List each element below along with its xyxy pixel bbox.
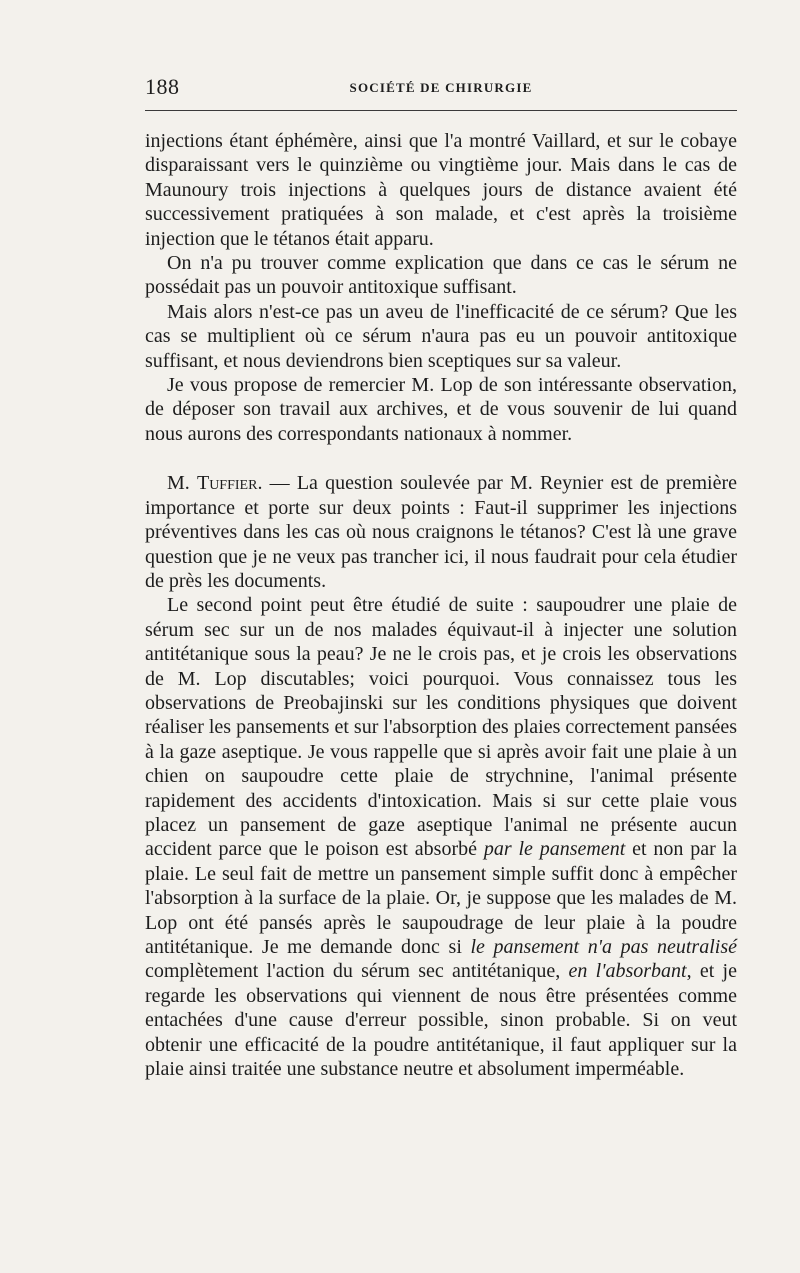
italic-par-le-pansement: par le pansement <box>483 838 626 861</box>
second-point-part2: et non par la plaie. Le seul fait de mettre un pansement simple suffit donc à empêcher l'absorption à la surface de la plaie. Or, je suppose que les malades de M. Lop ont été pansés après le saupoudrage de leur plaie à la poudre antitétanique. Je me demande donc si <box>145 838 738 958</box>
paragraph-second-point <box>145 593 737 1081</box>
speaker-suffix: . — <box>257 472 297 495</box>
paragraph-proposal: Je vous propose de remercier M. Lop de son intéressante observation, de déposer son travail aux archives, et de vous souvenir de lui quand nous aurons des correspondants nationaux à nommer. <box>145 374 737 445</box>
page-header <box>145 74 737 104</box>
section-gap <box>145 446 737 471</box>
italic-neutralise: le pansement n'a pas neutralisé <box>470 936 737 958</box>
page-number: 188 <box>145 74 180 99</box>
header-rule <box>145 110 737 111</box>
italic-en-absorbant: en l'absorbant <box>568 960 687 983</box>
running-title: SOCIÉTÉ DE CHIRURGIE <box>349 80 533 95</box>
speaker-prefix: M. <box>167 472 197 495</box>
second-point-part4: , et je regarde les observations qui viennent de nous être présentées comme entachées d'une cause d'erreur possible, sinon probable. Si on veut obtenir une efficacité de la poudre antitétanique, il faut appliquer sur la plaie ainsi traitée une substance neutre et absolument imperméable. <box>145 960 737 1081</box>
body-text <box>145 129 737 1081</box>
paragraph-tuffier <box>145 471 737 593</box>
tuffier-text: La question soulevée par M. Reynier est de première importance et porte sur deux points : Faut-il supprimer les injections préventives dans les cas où nous craignons le tétanos? C'est là une grave question que je ne veux pas trancher ici, il nous faudrait pour cela étudier de près les documents. <box>145 472 737 592</box>
paragraph-continuation: injections étant éphémère, ainsi que l'a montré Vaillard, et sur le cobaye disparaissant vers le quinzième ou vingtième jour. Mais dans le cas de Maunoury trois injections à quelques jours de distance avaient été successivement pratiquées à son malade, et c'est après la troisième injection que le tétanos était apparu. <box>145 130 737 250</box>
paragraph-explanation: On n'a pu trouver comme explication que dans ce cas le sérum ne possédait pas un pouvoir antitoxique suffisant. <box>145 252 737 299</box>
paragraph-inefficacy: Mais alors n'est-ce pas un aveu de l'inefficacité de ce sérum? Que les cas se multiplient où ce sérum n'aura pas eu un pouvoir antitoxique suffisant, et nous deviendrons bien sceptiques sur sa valeur. <box>145 300 737 372</box>
second-point-part1: Le second point peut être étudié de suite : saupoudrer une plaie de sérum sec sur un de nos malades équivaut-il à injecter une solution antitétanique sous la peau? Je ne le crois pas, et je crois les observations de M. Lop discutables; voici pourquoi. Vous connaissez tous les observations de Preobajinski sur les conditions physiques que doivent réaliser les pansements et sur l'absorption des plaies correctement pansées à la gaze aseptique. Je vous rappelle que si après avoir fait une plaie à un chien on saupoudre cette plaie de strychnine, l'animal présente rapidement des accidents d'intoxication. Mais si sur cette plaie vous placez un pansement de gaze aseptique l'animal ne présente aucun accident parce que le poison est absorbé <box>145 594 737 861</box>
second-point-part3: complètement l'action du sérum sec antitétanique, <box>145 960 569 983</box>
speaker-name: Tuffier <box>196 472 258 495</box>
